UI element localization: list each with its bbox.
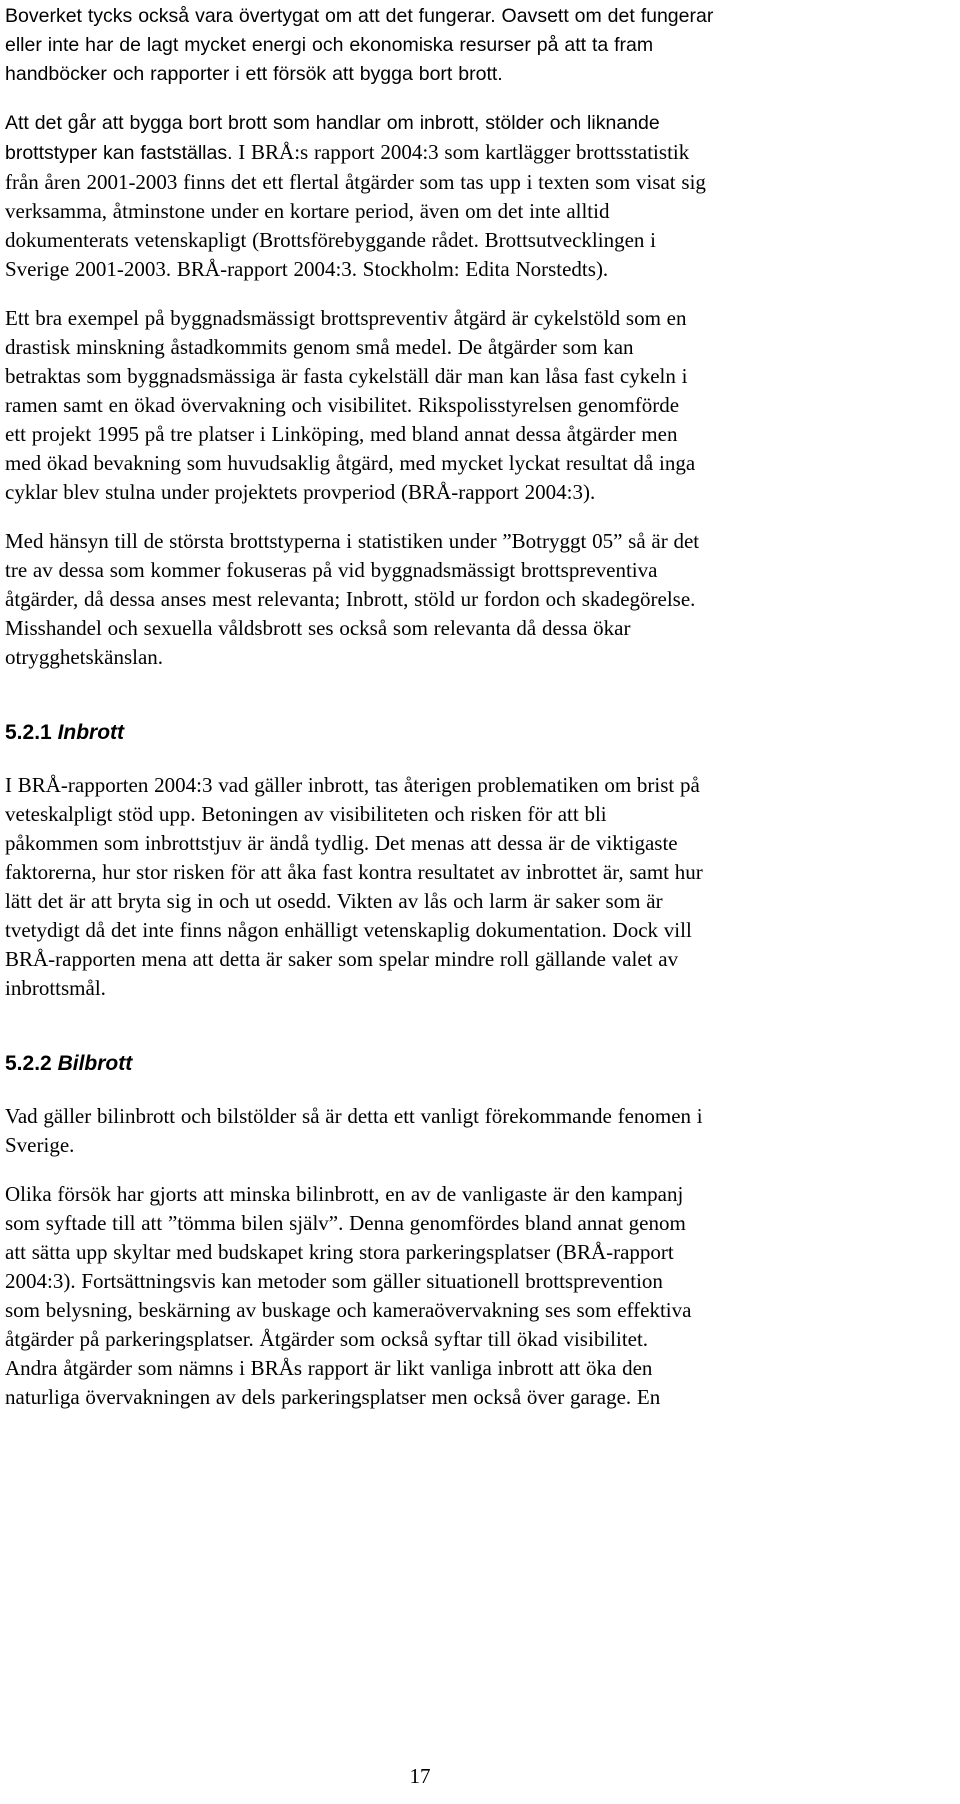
text-line: Ett bra exempel på byggnadsmässigt brottspreventiv åtgärd är cykelstöld som en [5, 306, 687, 330]
text-line: verksamma, åtminstone under en kortare period, även om det inte alltid [5, 199, 610, 223]
text-line: åtgärder, då dessa anses mest relevanta; Inbrott, stöld ur fordon och skadegörelse. [5, 587, 696, 611]
paragraph-inbrott [5, 771, 837, 1003]
text-line: Misshandel och sexuella våldsbrott ses också som relevanta då dessa ökar [5, 616, 631, 640]
text-line: eller inte har de lagt mycket energi och ekonomiska resurser på att ta fram [5, 34, 654, 56]
paragraph-bilinbrott-kampanj [5, 1180, 837, 1412]
paragraph-intro [5, 2, 837, 89]
text-line: ett projekt 1995 på tre platser i Linköping, med bland annat dessa åtgärder men [5, 422, 678, 446]
text-line: drastisk minskning åstadkommits genom små medel. De åtgärder som kan [5, 335, 634, 359]
section-heading-bilbrott [5, 1049, 837, 1078]
text-line: som syftade till att ”tömma bilen själv”. Denna genomfördes bland annat genom [5, 1211, 686, 1235]
text-line: från åren 2001-2003 finns det ett flertal åtgärder som tas upp i texten som visat sig [5, 170, 706, 194]
text-line: Sverige. [5, 1133, 75, 1157]
text-line: Andra åtgärder som nämns i BRÅs rapport är likt vanliga inbrott att öka den [5, 1356, 653, 1380]
text-line: med ökad bevakning som huvudsaklig åtgärd, med mycket lyckat resultat då inga [5, 451, 696, 475]
section-number: 5.2.1 [5, 721, 52, 744]
paragraph-cykelstold [5, 304, 837, 507]
text-line: handböcker och rapporter i ett försök att bygga bort brott. [5, 63, 503, 85]
text-line: Att det går att bygga bort brott som handlar om inbrott, stölder och liknande [5, 112, 660, 134]
text-fragment: I BRÅ:s rapport 2004:3 som kartlägger brottsstatistik [232, 140, 690, 164]
text-line: Boverket tycks också vara övertygat om att det fungerar. Oavsett om det fungerar [5, 5, 714, 27]
text-line: Med hänsyn till de största brottstyperna i statistiken under ”Botryggt 05” så är det [5, 529, 700, 553]
text-line: dokumenterats vetenskapligt (Brottsförebyggande rådet. Brottsutvecklingen i [5, 228, 656, 252]
text-line: BRÅ-rapporten mena att detta är saker som spelar mindre roll gällande valet av [5, 947, 679, 971]
paragraph-botryggt [5, 527, 837, 672]
page-number: 17 [409, 1764, 431, 1788]
text-line: Vad gäller bilinbrott och bilstölder så är detta ett vanligt förekommande fenomen i [5, 1104, 703, 1128]
text-line: faktorerna, hur stor risken för att åka fast kontra resultatet av inbrottet är, samt hur [5, 860, 703, 884]
paragraph-bilbrott-intro [5, 1102, 837, 1160]
section-title: Inbrott [57, 721, 125, 744]
text-line: Sverige 2001-2003. BRÅ-rapport 2004:3. Stockholm: Edita Norstedts). [5, 257, 609, 281]
text-line: ramen samt en ökad övervakning och visibilitet. Rikspolisstyrelsen genomförde [5, 393, 680, 417]
section-heading-inbrott [5, 718, 837, 747]
text-line: påkommen som inbrottstjuv är ändå tydlig. Det menas att dessa är de viktigaste [5, 831, 678, 855]
text-line: naturliga övervakningen av dels parkeringsplatser men också över garage. En [5, 1385, 661, 1409]
text-line: tvetydigt då det inte finns någon enhälligt vetenskaplig dokumentation. Dock vill [5, 918, 692, 942]
text-line [5, 138, 837, 168]
text-line: otrygghetskänslan. [5, 645, 164, 669]
text-line: Olika försök har gjorts att minska bilinbrott, en av de vanligaste är den kampanj [5, 1182, 684, 1206]
section-title: Bilbrott [57, 1052, 133, 1075]
text-fragment: brottstyper kan fastställas. [5, 142, 233, 164]
section-number: 5.2.2 [5, 1052, 52, 1075]
document-page [5, 0, 837, 1426]
text-line: tre av dessa som kommer fokuseras på vid byggnadsmässigt brottspreventiva [5, 558, 658, 582]
text-line: som belysning, beskärning av buskage och kameraövervakning ses som effektiva [5, 1298, 692, 1322]
text-line: inbrottsmål. [5, 976, 106, 1000]
text-line: att sätta upp skyltar med budskapet kring stora parkeringsplatser (BRÅ-rapport [5, 1240, 674, 1264]
text-line: I BRÅ-rapporten 2004:3 vad gäller inbrott, tas återigen problematiken om brist på [5, 773, 700, 797]
text-line: åtgärder på parkeringsplatser. Åtgärder som också syftar till ökad visibilitet. [5, 1327, 649, 1351]
text-line: betraktas som byggnadsmässiga är fasta cykelställ där man kan låsa fast cykeln i [5, 364, 688, 388]
text-line: lätt det är att bryta sig in och ut osedd. Vikten av lås och larm är saker som är [5, 889, 663, 913]
text-line: 2004:3). Fortsättningsvis kan metoder som gäller situationell brottsprevention [5, 1269, 663, 1293]
text-line: cyklar blev stulna under projektets provperiod (BRÅ-rapport 2004:3). [5, 480, 596, 504]
text-line: veteskalpligt stöd upp. Betoningen av visibiliteten och risken för att bli [5, 802, 607, 826]
paragraph-bygga-bort-brott [5, 109, 837, 284]
